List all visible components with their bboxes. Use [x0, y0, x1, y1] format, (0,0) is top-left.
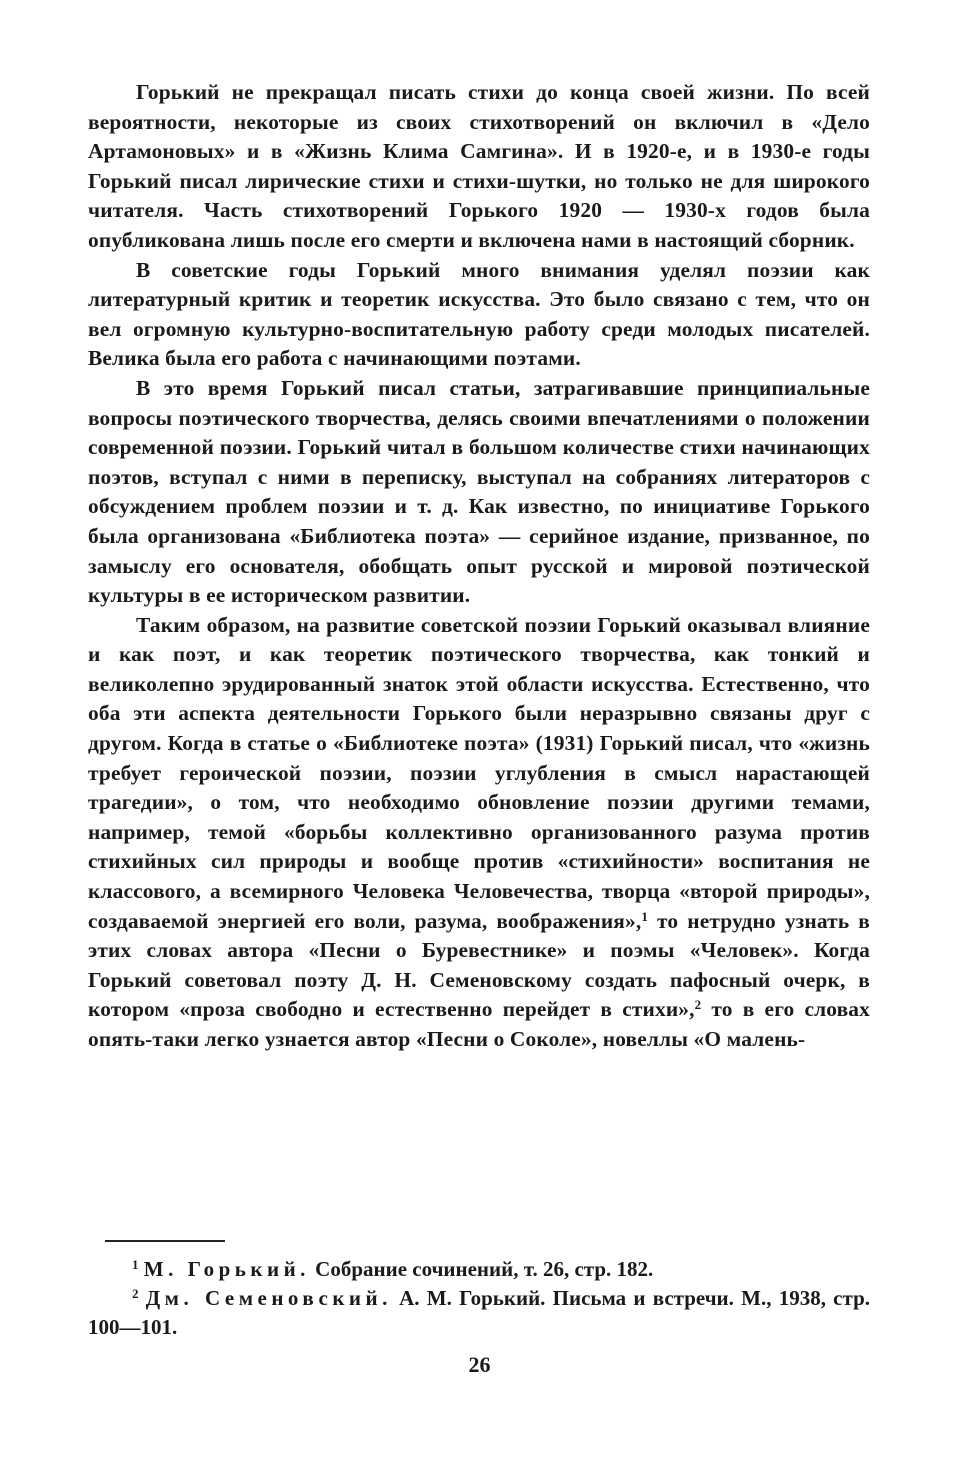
footnote-2 [88, 1284, 870, 1342]
paragraph-2: В советские годы Горький много внимания уделял поэзии как литературный критик и теоретик искусства. Это было связано с тем, что он вел огромную культурно-воспитательную работу среди молодых писателей. Велика была его работа с начинающими поэтами. [88, 257, 870, 371]
footnote-ref-2[interactable]: 2 [694, 997, 702, 1013]
footnote-marker-1: 1 [132, 1257, 139, 1272]
footnote-1 [88, 1255, 870, 1284]
paragraph-1: Горький не прекращал писать стихи до конца своей жизни. По всей вероятности, некоторые из своих стихотворений он включил в «Дело Артамоновых» и в «Жизнь Клима Самгина». И в 1920-е, и в 1930-е годы Горький писал лирические стихи и стихи-шутки, но только не для широкого читателя. Часть стихотворений Горького 1920 — 1930-х годов была опубликована лишь после его смерти и включена нами в настоящий сборник. [88, 80, 870, 252]
paragraph-4 [88, 611, 870, 1055]
paragraph-4-middle: то нетрудно узнать в этих словах автора «Песни о Буревестнике» и поэмы «Человек». Когда Горький советовал поэту Д. Н. Семеновскому создать пафосный очерк, в котором «проза свободно и естественно перейдет в стихи», [88, 908, 871, 1022]
paragraph-4-end: то в его словах опять-таки легко узнается автор «Песни о Соколе», новеллы «О малень- [88, 997, 870, 1051]
paragraph-4-start: Таким образом, на развитие советской поэзии Горький оказывал влияние и как поэт, и как теоретик поэтического творчества, как тонкий и великолепно эрудированный знаток этой области искусства. Естественно, что оба эти аспекта деятельности Горького были неразрывно связаны друг с другом. Когда в статье о «Библиотеке поэта» (1931) Горький писал, что «жизнь требует героической поэзии, поэзии углубления в смысл нарастающей трагедии», о том, что необходимо обновление поэзии другими темами, например, темой «борьбы коллективно организованного разума против стихийных сил природы и вообще против «стихийности» воспитания не классового, а всемирного Человека Человечества, творца «второй природы», создаваемой энергией его воли, разума, воображения», [88, 612, 870, 933]
page-number: 26 [468, 1352, 491, 1377]
footnote-ref-1[interactable]: 1 [641, 908, 649, 924]
paragraph-3: В это время Горький писал статьи, затрагивавшие принципиальные вопросы поэтического творчества, делясь своими впечатлениями о положении современной поэзии. Горький читал в большом количестве стихи начинающих поэтов, вступал с ними в переписку, выступал на собраниях литераторов с обсуждением проблем поэзии и т. д. Как известно, по инициативе Горького была организована «Библиотека поэта» — серийное издание, призванное, по замыслу его основателя, обобщать опыт русской и мировой поэтической культуры в ее историческом развитии. [88, 375, 870, 608]
footnote-1-text: Собрание сочинений, т. 26, стр. 182. [309, 1257, 654, 1281]
footnote-2-text: А. М. Горький. Письма и встречи. М., 1938, стр. 100—101. [88, 1286, 870, 1339]
main-text [88, 78, 870, 1055]
footnote-divider [105, 1240, 225, 1242]
footnote-2-author: Дм. Семеновский. [145, 1286, 392, 1310]
footnote-marker-2: 2 [132, 1286, 139, 1301]
footnotes [88, 1255, 870, 1342]
footnote-1-author: М. Горький. [143, 1257, 310, 1281]
